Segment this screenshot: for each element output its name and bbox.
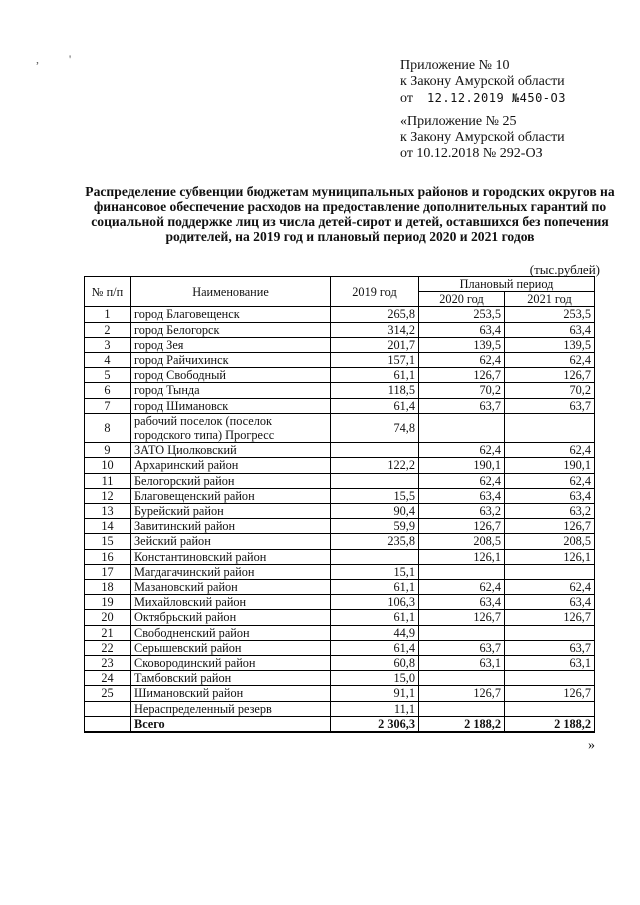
row-2019-value: 91,1 xyxy=(331,686,419,701)
row-2020-value: 126,7 xyxy=(419,519,505,534)
row-2021-value: 139,5 xyxy=(505,337,595,352)
row-number: 16 xyxy=(85,549,131,564)
row-2020-value xyxy=(419,625,505,640)
table-row xyxy=(85,353,595,368)
unit-label: (тыс.рублей) xyxy=(529,262,600,277)
row-name: Константиновский район xyxy=(131,549,331,564)
header-handwritten-date: 12.12.2019 №450-ОЗ xyxy=(426,91,566,105)
row-2021-value: 63,4 xyxy=(505,322,595,337)
row-2020-value: 253,5 xyxy=(419,307,505,322)
header-original-date: от 10.12.2018 № 292-ОЗ xyxy=(400,146,543,161)
closing-quote: » xyxy=(588,738,595,753)
row-name: Мазановский район xyxy=(131,580,331,595)
row-name: город Благовещенск xyxy=(131,307,331,322)
row-name: Благовещенский район xyxy=(131,488,331,503)
table-row xyxy=(85,443,595,458)
total-2021: 2 188,2 xyxy=(505,716,595,732)
table-row xyxy=(85,640,595,655)
row-2020-value: 62,4 xyxy=(419,353,505,368)
row-2019-value: 235,8 xyxy=(331,534,419,549)
row-2019-value: 15,0 xyxy=(331,671,419,686)
row-2020-value: 63,4 xyxy=(419,488,505,503)
col-header-2020: 2020 год xyxy=(419,292,505,307)
row-name: рабочий поселок (поселок городского типа) Прогресс xyxy=(131,413,331,442)
row-2019-value: 61,1 xyxy=(331,368,419,383)
row-2019-value: 61,4 xyxy=(331,398,419,413)
row-name: Михайловский район xyxy=(131,595,331,610)
col-header-number: № п/п xyxy=(85,277,131,307)
table-row xyxy=(85,580,595,595)
row-2020-value xyxy=(419,564,505,579)
row-2021-value: 126,7 xyxy=(505,610,595,625)
row-2021-value: 62,4 xyxy=(505,580,595,595)
row-number: 5 xyxy=(85,368,131,383)
row-2019-value: 265,8 xyxy=(331,307,419,322)
row-2020-value xyxy=(419,671,505,686)
row-name: Свободненский район xyxy=(131,625,331,640)
row-name: город Шимановск xyxy=(131,398,331,413)
total-number-cell xyxy=(85,716,131,732)
row-2019-value: 61,4 xyxy=(331,640,419,655)
row-name: Тамбовский район xyxy=(131,671,331,686)
table-row xyxy=(85,504,595,519)
row-number: 18 xyxy=(85,580,131,595)
table-row xyxy=(85,549,595,564)
row-number: 1 xyxy=(85,307,131,322)
document-title: Распределение субвенции бюджетам муниципальных районов и городских округов на финансовое обеспечение расходов на предоставление дополнительных гарантий по социальной поддержке лиц из числа детей-сирот и детей, оставшихся без попечения родителей, на 2019 год и плановый период 2020 и 2021 годов xyxy=(85,184,615,244)
row-number: 15 xyxy=(85,534,131,549)
row-number: 14 xyxy=(85,519,131,534)
row-2020-value: 70,2 xyxy=(419,383,505,398)
row-2020-value: 63,2 xyxy=(419,504,505,519)
row-2021-value: 126,1 xyxy=(505,549,595,564)
row-name: Магдагачинский район xyxy=(131,564,331,579)
row-name: город Райчихинск xyxy=(131,353,331,368)
row-number: 6 xyxy=(85,383,131,398)
row-number: 22 xyxy=(85,640,131,655)
row-2020-value: 62,4 xyxy=(419,443,505,458)
row-2020-value: 208,5 xyxy=(419,534,505,549)
row-name: город Белогорск xyxy=(131,322,331,337)
row-2020-value: 63,1 xyxy=(419,656,505,671)
row-number: 13 xyxy=(85,504,131,519)
row-number: 4 xyxy=(85,353,131,368)
row-name: Бурейский район xyxy=(131,504,331,519)
row-2020-value: 126,1 xyxy=(419,549,505,564)
row-2020-value: 126,7 xyxy=(419,686,505,701)
row-2019-value: 106,3 xyxy=(331,595,419,610)
col-header-plan-period: Плановый период xyxy=(419,277,595,292)
row-2019-value xyxy=(331,549,419,564)
row-2019-value: 118,5 xyxy=(331,383,419,398)
header-appendix-number: Приложение № 10 xyxy=(400,58,510,73)
total-2020: 2 188,2 xyxy=(419,716,505,732)
table-row xyxy=(85,686,595,701)
row-2020-value: 63,7 xyxy=(419,640,505,655)
total-2019: 2 306,3 xyxy=(331,716,419,732)
table-row xyxy=(85,458,595,473)
row-number: 23 xyxy=(85,656,131,671)
row-number: 7 xyxy=(85,398,131,413)
row-2021-value: 70,2 xyxy=(505,383,595,398)
col-header-2019: 2019 год xyxy=(331,277,419,307)
row-2019-value xyxy=(331,443,419,458)
table-row xyxy=(85,625,595,640)
row-2021-value xyxy=(505,625,595,640)
row-number: 24 xyxy=(85,671,131,686)
row-2021-value: 62,4 xyxy=(505,443,595,458)
row-number: 21 xyxy=(85,625,131,640)
table-row xyxy=(85,307,595,322)
table-row xyxy=(85,564,595,579)
row-2021-value: 63,4 xyxy=(505,488,595,503)
row-2021-value: 63,2 xyxy=(505,504,595,519)
row-2021-value xyxy=(505,701,595,716)
table-row xyxy=(85,534,595,549)
row-2021-value: 63,7 xyxy=(505,640,595,655)
col-header-2021: 2021 год xyxy=(505,292,595,307)
table-row xyxy=(85,322,595,337)
row-2020-value xyxy=(419,701,505,716)
row-2021-value: 63,4 xyxy=(505,595,595,610)
table-row xyxy=(85,488,595,503)
header-date-prefix: от xyxy=(400,91,413,106)
row-2020-value: 126,7 xyxy=(419,368,505,383)
row-2019-value: 157,1 xyxy=(331,353,419,368)
row-2020-value: 62,4 xyxy=(419,473,505,488)
row-number: 12 xyxy=(85,488,131,503)
row-2021-value: 208,5 xyxy=(505,534,595,549)
row-name: Серышевский район xyxy=(131,640,331,655)
row-number: 9 xyxy=(85,443,131,458)
table-body xyxy=(85,307,595,716)
row-2019-value: 15,1 xyxy=(331,564,419,579)
row-2019-value: 314,2 xyxy=(331,322,419,337)
row-2021-value: 126,7 xyxy=(505,686,595,701)
row-name: Сковородинский район xyxy=(131,656,331,671)
row-2021-value: 63,7 xyxy=(505,398,595,413)
subvention-table xyxy=(84,276,595,733)
table-row xyxy=(85,398,595,413)
row-2020-value: 190,1 xyxy=(419,458,505,473)
col-header-name: Наименование xyxy=(131,277,331,307)
row-2021-value: 126,7 xyxy=(505,368,595,383)
row-2019-value: 90,4 xyxy=(331,504,419,519)
row-name: Нераспределенный резерв xyxy=(131,701,331,716)
table-row xyxy=(85,413,595,442)
row-2020-value: 126,7 xyxy=(419,610,505,625)
row-number xyxy=(85,701,131,716)
row-number: 20 xyxy=(85,610,131,625)
table-row xyxy=(85,368,595,383)
row-2019-value: 61,1 xyxy=(331,610,419,625)
row-2021-value: 63,1 xyxy=(505,656,595,671)
row-number: 19 xyxy=(85,595,131,610)
table-row xyxy=(85,337,595,352)
row-name: Октябрьский район xyxy=(131,610,331,625)
row-name: Завитинский район xyxy=(131,519,331,534)
row-name: Шимановский район xyxy=(131,686,331,701)
table-row xyxy=(85,701,595,716)
table-row xyxy=(85,656,595,671)
row-2021-value: 126,7 xyxy=(505,519,595,534)
row-2019-value: 60,8 xyxy=(331,656,419,671)
row-2021-value: 62,4 xyxy=(505,353,595,368)
row-name: Зейский район xyxy=(131,534,331,549)
row-2019-value: 11,1 xyxy=(331,701,419,716)
header-original-law: к Закону Амурской области xyxy=(400,130,565,145)
row-2019-value: 59,9 xyxy=(331,519,419,534)
header-law-reference: к Закону Амурской области xyxy=(400,74,565,89)
row-name: город Свободный xyxy=(131,368,331,383)
table-row xyxy=(85,671,595,686)
row-number: 25 xyxy=(85,686,131,701)
row-2020-value: 139,5 xyxy=(419,337,505,352)
header-date-line xyxy=(400,90,566,107)
row-number: 17 xyxy=(85,564,131,579)
header-block-current xyxy=(400,58,566,107)
row-2019-value xyxy=(331,473,419,488)
row-name: город Зея xyxy=(131,337,331,352)
row-number: 10 xyxy=(85,458,131,473)
row-number: 2 xyxy=(85,322,131,337)
row-number: 3 xyxy=(85,337,131,352)
total-row xyxy=(85,716,595,732)
row-2020-value: 63,4 xyxy=(419,322,505,337)
row-2019-value: 74,8 xyxy=(331,413,419,442)
row-2021-value xyxy=(505,413,595,442)
row-number: 8 xyxy=(85,413,131,442)
row-2020-value: 63,7 xyxy=(419,398,505,413)
row-2020-value: 62,4 xyxy=(419,580,505,595)
table-row xyxy=(85,383,595,398)
table-row xyxy=(85,519,595,534)
row-2020-value: 63,4 xyxy=(419,595,505,610)
row-2020-value xyxy=(419,413,505,442)
header-block-original xyxy=(400,114,565,162)
row-name: Белогорский район xyxy=(131,473,331,488)
row-2021-value: 190,1 xyxy=(505,458,595,473)
total-label: Всего xyxy=(131,716,331,732)
row-2021-value xyxy=(505,671,595,686)
row-2019-value: 44,9 xyxy=(331,625,419,640)
row-2019-value: 15,5 xyxy=(331,488,419,503)
row-2019-value: 201,7 xyxy=(331,337,419,352)
row-name: город Тында xyxy=(131,383,331,398)
row-number: 11 xyxy=(85,473,131,488)
scan-marks: , ' xyxy=(36,52,72,66)
row-2021-value: 253,5 xyxy=(505,307,595,322)
table-row xyxy=(85,595,595,610)
table-row xyxy=(85,473,595,488)
row-name: Архаринский район xyxy=(131,458,331,473)
row-2021-value xyxy=(505,564,595,579)
row-name: ЗАТО Циолковский xyxy=(131,443,331,458)
table-row xyxy=(85,610,595,625)
header-original-appendix: «Приложение № 25 xyxy=(400,114,517,129)
row-2019-value: 61,1 xyxy=(331,580,419,595)
row-2021-value: 62,4 xyxy=(505,473,595,488)
row-2019-value: 122,2 xyxy=(331,458,419,473)
